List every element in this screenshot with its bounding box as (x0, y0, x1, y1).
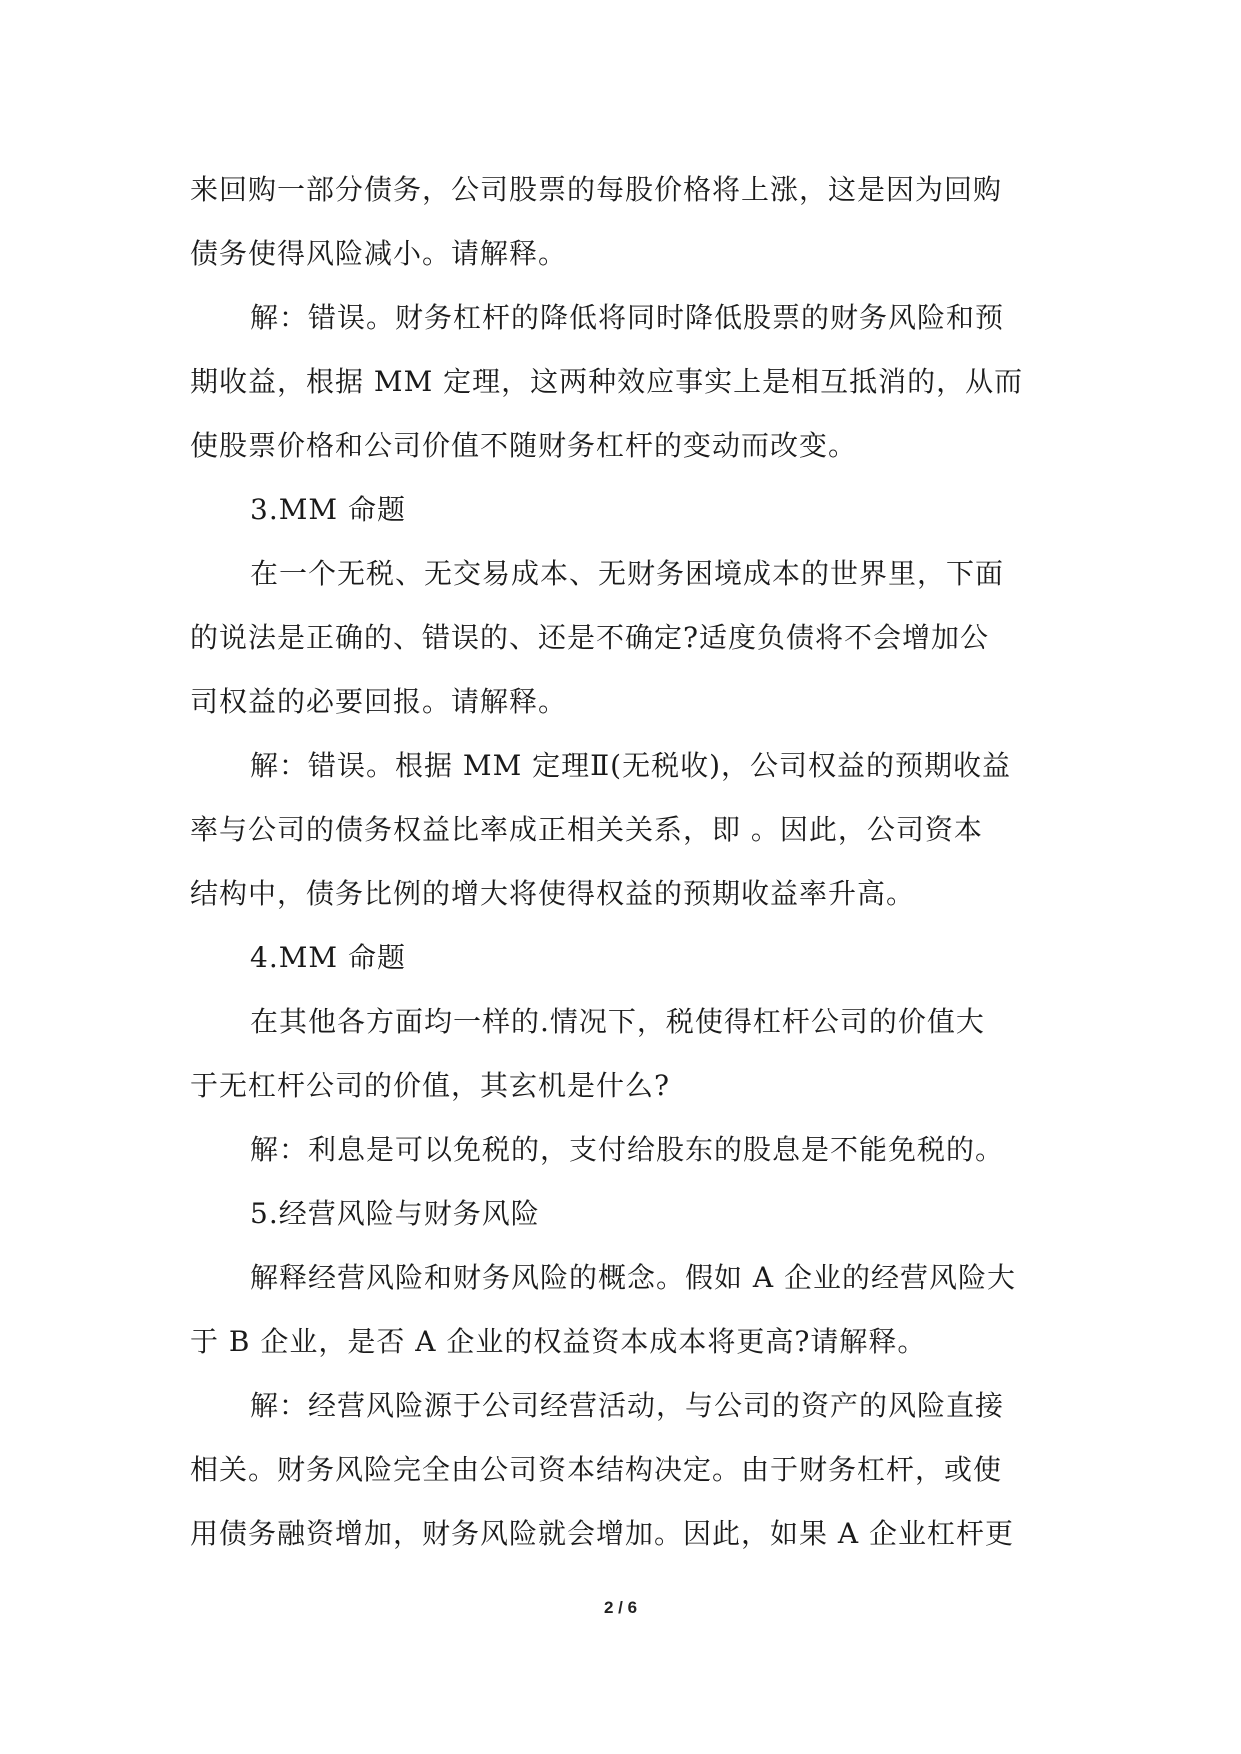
text-line: 率与公司的债务权益比率成正相关关系，即 。因此，公司资本 (190, 813, 983, 846)
text-line: 的说法是正确的、错误的、还是不确定?适度负债将不会增加公 (190, 621, 990, 654)
text-line: 于无杠杆公司的价值，其玄机是什么? (190, 1069, 671, 1102)
text-line: 于 B 企业，是否 A 企业的权益资本成本将更高?请解释。 (190, 1325, 927, 1358)
text-line: 解：利息是可以免税的，支付给股东的股息是不能免税的。 (250, 1133, 1005, 1166)
text-line: 解：经营风险源于公司经营活动，与公司的资产的风险直接 (250, 1389, 1005, 1422)
text-line: 相关。财务风险完全由公司资本结构决定。由于财务杠杆，或使 (190, 1453, 1003, 1486)
text-line: 来回购一部分债务，公司股票的每股价格将上涨，这是因为回购 (190, 173, 1003, 206)
document-body (190, 158, 1056, 1566)
section-heading: 3.MM 命题 (250, 493, 406, 526)
page-number: 2 / 6 (603, 1598, 638, 1617)
text-line: 结构中，债务比例的增大将使得权益的预期收益率升高。 (190, 877, 916, 910)
text-line: 司权益的必要回报。请解释。 (190, 685, 568, 718)
section-heading: 4.MM 命题 (250, 941, 406, 974)
text-line: 在一个无税、无交易成本、无财务困境成本的世界里，下面 (250, 557, 1005, 590)
text-line: 使股票价格和公司价值不随财务杠杆的变动而改变。 (190, 429, 858, 462)
text-line: 解：错误。根据 MM 定理Ⅱ(无税收)，公司权益的预期收益 (250, 749, 1012, 782)
section-heading: 5.经营风险与财务风险 (250, 1197, 540, 1230)
text-line: 解：错误。财务杠杆的降低将同时降低股票的财务风险和预 (250, 301, 1005, 334)
text-line: 解释经营风险和财务风险的概念。假如 A 企业的经营风险大 (250, 1261, 1017, 1294)
text-line: 用债务融资增加，财务风险就会增加。因此，如果 A 企业杠杆更 (190, 1517, 1015, 1550)
text-line: 在其他各方面均一样的.情况下，税使得杠杆公司的价值大 (250, 1005, 985, 1038)
text-line: 期收益，根据 MM 定理，这两种效应事实上是相互抵消的，从而 (190, 365, 1024, 398)
text-line: 债务使得风险减小。请解释。 (190, 237, 568, 270)
